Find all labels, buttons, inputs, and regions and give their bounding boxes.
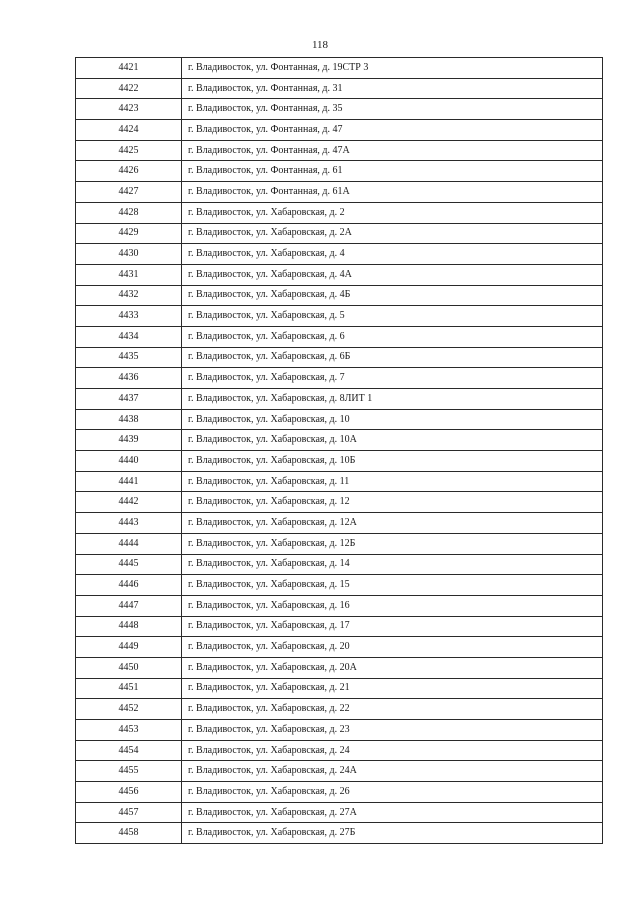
table-row (76, 451, 603, 472)
row-number-cell: 4426 (76, 161, 182, 182)
table-row (76, 264, 603, 285)
address-cell: г. Владивосток, ул. Фонтанная, д. 61 (182, 161, 603, 182)
row-number-cell: 4457 (76, 802, 182, 823)
table-row (76, 409, 603, 430)
address-cell: г. Владивосток, ул. Хабаровская, д. 20 (182, 637, 603, 658)
table-row (76, 347, 603, 368)
address-cell: г. Владивосток, ул. Фонтанная, д. 61А (182, 182, 603, 203)
row-number-cell: 4431 (76, 264, 182, 285)
address-cell: г. Владивосток, ул. Хабаровская, д. 27А (182, 802, 603, 823)
address-cell: г. Владивосток, ул. Хабаровская, д. 11 (182, 471, 603, 492)
row-number-cell: 4429 (76, 223, 182, 244)
row-number-cell: 4456 (76, 782, 182, 803)
table-row (76, 637, 603, 658)
address-cell: г. Владивосток, ул. Хабаровская, д. 10Б (182, 451, 603, 472)
address-cell: г. Владивосток, ул. Фонтанная, д. 31 (182, 78, 603, 99)
row-number-cell: 4449 (76, 637, 182, 658)
table-row (76, 782, 603, 803)
table-row (76, 202, 603, 223)
table-row (76, 616, 603, 637)
table-row (76, 802, 603, 823)
page-number: 118 (311, 39, 329, 51)
address-cell: г. Владивосток, ул. Хабаровская, д. 22 (182, 699, 603, 720)
table-row (76, 58, 603, 79)
table-row (76, 389, 603, 410)
row-number-cell: 4434 (76, 326, 182, 347)
row-number-cell: 4430 (76, 244, 182, 265)
row-number-cell: 4436 (76, 368, 182, 389)
address-cell: г. Владивосток, ул. Хабаровская, д. 6Б (182, 347, 603, 368)
table-row (76, 285, 603, 306)
address-cell: г. Владивосток, ул. Хабаровская, д. 26 (182, 782, 603, 803)
row-number-cell: 4444 (76, 533, 182, 554)
address-table-body (76, 58, 603, 844)
row-number-cell: 4440 (76, 451, 182, 472)
address-cell: г. Владивосток, ул. Хабаровская, д. 15 (182, 575, 603, 596)
table-row (76, 120, 603, 141)
address-cell: г. Владивосток, ул. Хабаровская, д. 16 (182, 595, 603, 616)
address-cell: г. Владивосток, ул. Фонтанная, д. 47А (182, 140, 603, 161)
table-row (76, 761, 603, 782)
row-number-cell: 4439 (76, 430, 182, 451)
row-number-cell: 4448 (76, 616, 182, 637)
row-number-cell: 4451 (76, 678, 182, 699)
address-cell: г. Владивосток, ул. Хабаровская, д. 27Б (182, 823, 603, 844)
address-cell: г. Владивосток, ул. Хабаровская, д. 21 (182, 678, 603, 699)
address-table (75, 57, 603, 844)
table-row (76, 678, 603, 699)
table-row (76, 161, 603, 182)
row-number-cell: 4435 (76, 347, 182, 368)
row-number-cell: 4441 (76, 471, 182, 492)
row-number-cell: 4446 (76, 575, 182, 596)
table-row (76, 823, 603, 844)
table-row (76, 368, 603, 389)
address-cell: г. Владивосток, ул. Хабаровская, д. 10А (182, 430, 603, 451)
row-number-cell: 4452 (76, 699, 182, 720)
table-row (76, 306, 603, 327)
row-number-cell: 4455 (76, 761, 182, 782)
row-number-cell: 4450 (76, 657, 182, 678)
table-row (76, 78, 603, 99)
address-cell: г. Владивосток, ул. Хабаровская, д. 6 (182, 326, 603, 347)
row-number-cell: 4437 (76, 389, 182, 410)
table-row (76, 140, 603, 161)
table-row (76, 223, 603, 244)
address-cell: г. Владивосток, ул. Хабаровская, д. 4Б (182, 285, 603, 306)
row-number-cell: 4427 (76, 182, 182, 203)
table-row (76, 740, 603, 761)
row-number-cell: 4423 (76, 99, 182, 120)
address-cell: г. Владивосток, ул. Хабаровская, д. 4 (182, 244, 603, 265)
row-number-cell: 4458 (76, 823, 182, 844)
table-row (76, 182, 603, 203)
table-row (76, 575, 603, 596)
row-number-cell: 4422 (76, 78, 182, 99)
table-row (76, 492, 603, 513)
address-cell: г. Владивосток, ул. Хабаровская, д. 7 (182, 368, 603, 389)
table-row (76, 99, 603, 120)
row-number-cell: 4443 (76, 513, 182, 534)
table-row (76, 471, 603, 492)
row-number-cell: 4453 (76, 720, 182, 741)
table-row (76, 657, 603, 678)
row-number-cell: 4428 (76, 202, 182, 223)
address-cell: г. Владивосток, ул. Хабаровская, д. 8ЛИТ 1 (182, 389, 603, 410)
address-cell: г. Владивосток, ул. Хабаровская, д. 17 (182, 616, 603, 637)
row-number-cell: 4438 (76, 409, 182, 430)
table-row (76, 430, 603, 451)
table-row (76, 699, 603, 720)
address-cell: г. Владивосток, ул. Хабаровская, д. 12 (182, 492, 603, 513)
row-number-cell: 4421 (76, 58, 182, 79)
address-cell: г. Владивосток, ул. Хабаровская, д. 4А (182, 264, 603, 285)
row-number-cell: 4454 (76, 740, 182, 761)
row-number-cell: 4432 (76, 285, 182, 306)
address-cell: г. Владивосток, ул. Хабаровская, д. 14 (182, 554, 603, 575)
row-number-cell: 4447 (76, 595, 182, 616)
address-cell: г. Владивосток, ул. Хабаровская, д. 24 (182, 740, 603, 761)
address-cell: г. Владивосток, ул. Хабаровская, д. 12Б (182, 533, 603, 554)
row-number-cell: 4445 (76, 554, 182, 575)
table-row (76, 554, 603, 575)
address-cell: г. Владивосток, ул. Хабаровская, д. 10 (182, 409, 603, 430)
address-cell: г. Владивосток, ул. Хабаровская, д. 2 (182, 202, 603, 223)
address-cell: г. Владивосток, ул. Хабаровская, д. 5 (182, 306, 603, 327)
row-number-cell: 4425 (76, 140, 182, 161)
address-cell: г. Владивосток, ул. Фонтанная, д. 19СТР 3 (182, 58, 603, 79)
table-row (76, 244, 603, 265)
table-row (76, 513, 603, 534)
address-cell: г. Владивосток, ул. Фонтанная, д. 35 (182, 99, 603, 120)
address-cell: г. Владивосток, ул. Хабаровская, д. 2А (182, 223, 603, 244)
table-row (76, 595, 603, 616)
address-cell: г. Владивосток, ул. Хабаровская, д. 12А (182, 513, 603, 534)
address-cell: г. Владивосток, ул. Фонтанная, д. 47 (182, 120, 603, 141)
address-cell: г. Владивосток, ул. Хабаровская, д. 24А (182, 761, 603, 782)
table-row (76, 326, 603, 347)
table-row (76, 720, 603, 741)
row-number-cell: 4433 (76, 306, 182, 327)
table-row (76, 533, 603, 554)
row-number-cell: 4442 (76, 492, 182, 513)
address-cell: г. Владивосток, ул. Хабаровская, д. 20А (182, 657, 603, 678)
row-number-cell: 4424 (76, 120, 182, 141)
address-cell: г. Владивосток, ул. Хабаровская, д. 23 (182, 720, 603, 741)
